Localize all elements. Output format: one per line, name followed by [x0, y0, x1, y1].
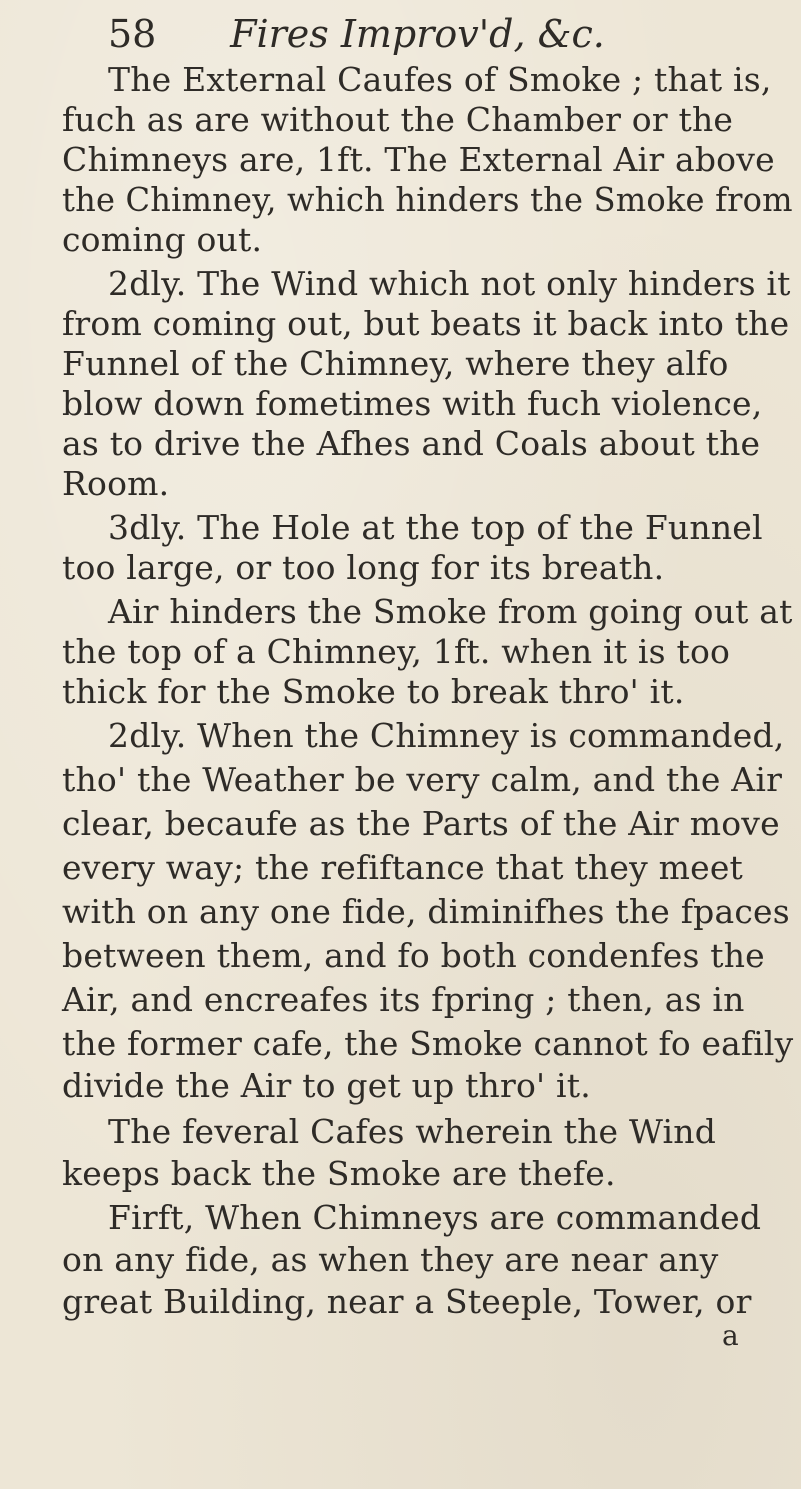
text-line: 2dly. The Wind which not only hinders it: [108, 264, 791, 303]
text-line: 2dly. When the Chimney is commanded,: [108, 716, 785, 755]
text-line: blow down fometimes with fuch violence,: [62, 384, 763, 423]
page-header: [108, 12, 708, 56]
running-title: Fires Improv'd, &c.: [230, 12, 605, 56]
text-line: the Chimney, which hinders the Smoke from: [62, 180, 793, 219]
text-line: clear, becaufe as the Parts of the Air move: [62, 804, 780, 843]
text-line: great Building, near a Steeple, Tower, or: [62, 1282, 752, 1321]
text-line: on any fide, as when they are near any: [62, 1240, 719, 1279]
text-line: thick for the Smoke to break thro' it.: [62, 672, 685, 711]
text-line: the top of a Chimney, 1ft. when it is too: [62, 632, 731, 671]
text-line: the former cafe, the Smoke cannot fo eafily: [62, 1024, 794, 1063]
text-line: Air, and encreafes its fpring ; then, as in: [62, 980, 745, 1019]
text-line: as to drive the Afhes and Coals about the: [62, 424, 761, 463]
text-line: fuch as are without the Chamber or the: [62, 100, 734, 139]
catchword: a: [722, 1319, 739, 1352]
page-number: 58: [108, 12, 157, 56]
text-line: Funnel of the Chimney, where they alfo: [62, 344, 729, 383]
text-line: between them, and fo both condenfes the: [62, 936, 765, 975]
text-line: Room.: [62, 464, 170, 503]
text-line: keeps back the Smoke are thefe.: [62, 1154, 616, 1193]
text-line: with on any one fide, diminifhes the fpaces: [62, 892, 790, 931]
text-line: Firft, When Chimneys are commanded: [108, 1198, 762, 1237]
text-line: Air hinders the Smoke from going out at: [108, 592, 793, 631]
text-line: from coming out, but beats it back into the: [62, 304, 790, 343]
text-line: divide the Air to get up thro' it.: [62, 1066, 591, 1105]
text-line: tho' the Weather be very calm, and the Air: [62, 760, 783, 799]
text-line: 3dly. The Hole at the top of the Funnel: [108, 508, 763, 547]
text-line: every way; the refiftance that they meet: [62, 848, 744, 887]
text-line: coming out.: [62, 220, 263, 259]
text-line: too large, or too long for its breath.: [62, 548, 665, 587]
text-line: Chimneys are, 1ft. The External Air above: [62, 140, 775, 179]
text-line: The External Caufes of Smoke ; that is,: [108, 60, 772, 99]
text-line: The feveral Cafes wherein the Wind: [108, 1112, 717, 1151]
